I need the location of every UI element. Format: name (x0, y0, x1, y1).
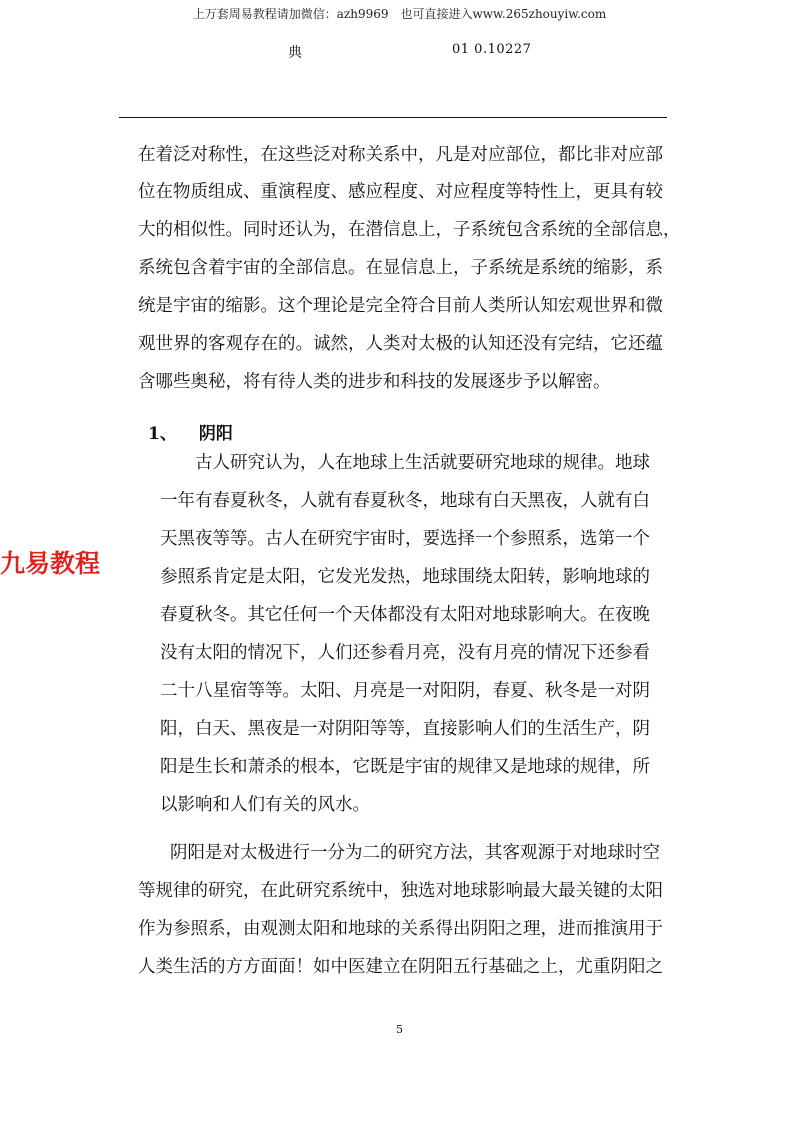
text-line: 参照系肯定是太阳，它发光发热，地球围绕太阳转，影响地球的 (160, 567, 650, 587)
text-line: 阴阳是对太极进行一分为二的研究方法，其客观源于对地球时空 (170, 843, 660, 863)
text-line: 人类生活的方方面面！如中医建立在阴阳五行基础之上，尤重阴阳之 (138, 957, 663, 977)
text-line: 二十八星宿等等。太阳、月亮是一对阳阴，春夏、秋冬是一对阴 (160, 681, 650, 701)
page-number: 5 (396, 1023, 403, 1036)
text-line: 在着泛对称性，在这些泛对称关系中，凡是对应部位，都比非对应部 (138, 145, 663, 165)
text-line: 等规律的研究，在此研究系统中，独选对地球影响最大最关键的太阳 (138, 881, 663, 901)
text-line: 春夏秋冬。其它任何一个天体都没有太阳对地球影响大。在夜晚 (160, 605, 650, 625)
text-line: 天黑夜等等。古人在研究宇宙时，要选择一个参照系，选第一个 (160, 529, 650, 549)
text-line: 古人研究认为，人在地球上生活就要研究地球的规律。地球 (195, 453, 650, 473)
text-line: 含哪些奥秘，将有待人类的进步和科技的发展逐步予以解密。 (138, 372, 611, 392)
section-heading (148, 419, 233, 444)
watermark-stamp: 九易教程 (0, 549, 101, 578)
text-line: 没有太阳的情况下，人们还参看月亮，没有月亮的情况下还参看 (160, 643, 650, 663)
section-number: 1、 (148, 424, 177, 444)
text-line: 位在物质组成、重演程度、感应程度、对应程度等特性上，更具有较 (138, 182, 663, 202)
header-rule (119, 117, 667, 118)
text-line: 阳是生长和萧杀的根本，它既是宇宙的规律又是地球的规律，所 (160, 757, 650, 777)
text-line: 大的相似性。同时还认为，在潜信息上，子系统包含系统的全部信息， (138, 220, 681, 240)
top-banner: 上万套周易教程请加微信：azh9969 也可直接进入www.265zhouyiw.com (192, 7, 607, 21)
text-line: 以影响和人们有关的风水。 (160, 795, 370, 815)
text-line: 一年有春夏秋冬，人就有春夏秋冬，地球有白天黑夜，人就有白 (160, 491, 650, 511)
text-line: 系统包含着宇宙的全部信息。在显信息上，子系统是系统的缩影，系 (138, 258, 663, 278)
text-line: 观世界的客观存在的。诚然，人类对太极的认知还没有完结，它还蕴 (138, 334, 663, 354)
text-line: 作为参照系，由观测太阳和地球的关系得出阴阳之理，进而推演用于 (138, 919, 663, 939)
header-right: 01 0.10227 (452, 42, 532, 57)
section-title: 阴阳 (198, 424, 233, 444)
text-line: 阳，白天、黑夜是一对阴阳等等，直接影响人们的生活生产，阴 (160, 719, 650, 739)
text-line: 统是宇宙的缩影。这个理论是完全符合目前人类所认知宏观世界和微 (138, 296, 663, 316)
header-left: 典 (288, 45, 302, 61)
